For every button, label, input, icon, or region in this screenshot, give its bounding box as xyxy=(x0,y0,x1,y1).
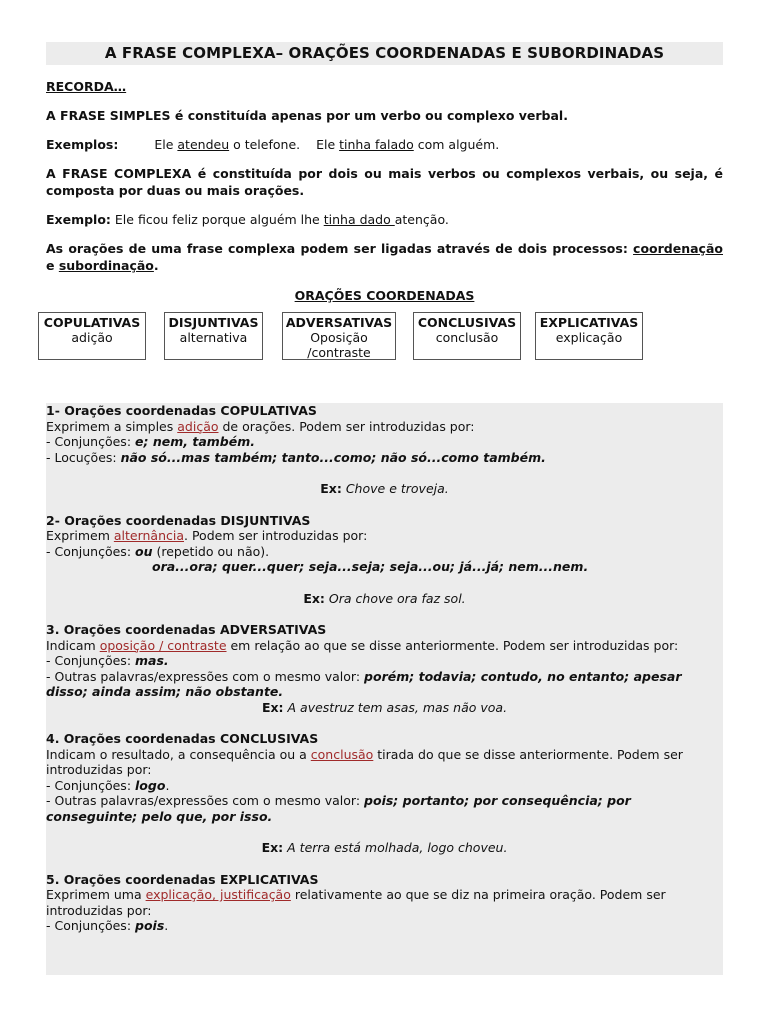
s2-example xyxy=(46,591,723,607)
box-sub: adição xyxy=(71,330,113,345)
s4-title: 4. Orações coordenadas CONCLUSIVAS xyxy=(46,731,319,746)
s3-ex-text: A avestruz tem asas, mas não voa. xyxy=(283,699,508,715)
s4-line1 xyxy=(46,747,723,778)
box-explicativas xyxy=(535,312,643,360)
box-copulativas xyxy=(38,312,146,360)
s1-line3 xyxy=(46,450,723,466)
s2-locutions: ora...ora; quer...quer; seja...seja; seja...ou; já...já; nem...nem. xyxy=(152,559,589,574)
s4-l2-text: - Conjunções: xyxy=(46,777,136,793)
s4-l2-rest: . xyxy=(165,777,170,793)
exemplo-label: Exemplo: xyxy=(46,212,111,227)
s4-l1-text: Indicam o resultado, a consequência ou a xyxy=(46,746,311,762)
example-1-text: Ele xyxy=(154,137,178,152)
s2-line2 xyxy=(46,544,723,560)
s1-l3-text: - Locuções: xyxy=(46,449,121,465)
s3-l1-text: Indicam xyxy=(46,637,100,653)
s2-l2-text: - Conjunções: xyxy=(46,543,136,559)
s4-keyword: conclusão xyxy=(310,746,374,762)
box-head: CONCLUSIVAS xyxy=(417,315,517,330)
s5-line2 xyxy=(46,918,723,934)
s1-line2 xyxy=(46,434,723,450)
s2-l1-rest: . Podem ser introduzidas por: xyxy=(184,528,368,543)
s1-ex-text: Chove e troveja. xyxy=(341,481,449,496)
coordinate-clauses-panel xyxy=(46,403,723,975)
box-head: EXPLICATIVAS xyxy=(539,315,639,330)
s1-l1-rest: de orações. Podem ser introduzidas por: xyxy=(218,418,475,434)
s4-line3 xyxy=(46,793,723,824)
coordinate-types-boxes xyxy=(43,312,723,368)
example-1-rest: o telefone. xyxy=(229,137,301,152)
s5-l1-rest: relativamente ao que se diz na primeira oração. Podem ser introduzidas por: xyxy=(46,887,666,918)
s5-l2-rest: . xyxy=(164,918,169,933)
s1-locutions: não só...mas também; tanto...como; não só...como também. xyxy=(120,449,546,465)
s3-title: 3. Orações coordenadas ADVERSATIVAS xyxy=(46,622,327,637)
processos-paragraph xyxy=(46,240,723,274)
s1-l2-text: - Conjunções: xyxy=(46,434,136,449)
example-2-verb: tinha falado xyxy=(339,137,414,152)
box-sub: conclusão xyxy=(435,330,499,345)
s3-l3-text: - Outras palavras/expressões com o mesmo valor: xyxy=(46,668,365,684)
box-sub: explicação xyxy=(555,330,623,345)
s4-conjunction: logo xyxy=(135,777,166,793)
coordenadas-heading: ORAÇÕES COORDENADAS xyxy=(294,288,475,303)
s5-l1-text: Exprimem uma xyxy=(46,887,146,902)
s1-conjunctions: e; nem, também. xyxy=(135,434,255,449)
s2-conjunction: ou xyxy=(135,543,153,559)
box-disjuntivas xyxy=(164,312,263,360)
s4-l1-rest: tirada do que se disse anteriormente. Podem ser introduzidas por: xyxy=(46,746,683,777)
box-head: COPULATIVAS xyxy=(43,315,141,330)
box-sub: Oposição xyxy=(310,330,368,345)
box-sub2: /contraste xyxy=(307,345,371,360)
s3-l2-text: - Conjunções: xyxy=(46,653,136,668)
s3-line2 xyxy=(46,653,723,669)
s4-ex-text: A terra está molhada, logo choveu. xyxy=(283,840,508,855)
s5-conjunction: pois xyxy=(135,918,165,933)
exemplos-label: Exemplos: xyxy=(46,137,119,152)
s2-ex-text: Ora chove ora faz sol. xyxy=(324,590,466,606)
recorda-heading: RECORDA… xyxy=(46,79,127,94)
box-adversativas xyxy=(282,312,396,360)
s3-expressions: porém; todavia; contudo, no entanto; apesar disso; ainda assim; não obstante. xyxy=(46,668,682,699)
s4-ex-label: Ex: xyxy=(261,840,284,855)
s5-l2-text: - Conjunções: xyxy=(46,918,136,933)
s2-keyword: alternância xyxy=(113,528,185,543)
s3-keyword: oposição / contraste xyxy=(99,637,227,653)
box-sub: alternativa xyxy=(179,330,248,345)
s2-line1 xyxy=(46,528,723,544)
frase-simples-definition: A FRASE SIMPLES é constituída apenas por um verbo ou complexo verbal. xyxy=(46,108,568,123)
s2-l1-text: Exprimem xyxy=(46,528,114,543)
box-conclusivas xyxy=(413,312,521,360)
s1-keyword: adição xyxy=(177,418,219,434)
s1-line1 xyxy=(46,419,723,435)
page-title: A FRASE COMPLEXA– ORAÇÕES COORDENADAS E SUBORDINADAS xyxy=(46,42,723,65)
exemplo-text: Ele ficou feliz porque alguém lhe xyxy=(110,212,324,227)
exemplo-rest: atenção. xyxy=(394,212,449,227)
s1-l1-text: Exprimem a simples xyxy=(46,418,178,434)
s4-example xyxy=(46,840,723,856)
frase-complexa-definition: A FRASE COMPLEXA é constituída por dois ou mais verbos ou complexos verbais, ou seja, é composta por duas ou mais orações. xyxy=(46,166,723,198)
box-head: DISJUNTIVAS xyxy=(168,315,259,330)
s2-title: 2- Orações coordenadas DISJUNTIVAS xyxy=(46,512,311,528)
exemplo-verb: tinha dado xyxy=(323,212,395,227)
exemplo-line xyxy=(46,211,723,228)
processos-period: . xyxy=(153,258,159,273)
s5-keyword: explicação, justificação xyxy=(145,887,291,902)
s4-l3-text: - Outras palavras/expressões com o mesmo valor: xyxy=(46,793,365,808)
subordinacao-term: subordinação xyxy=(58,258,154,273)
s1-title: 1- Orações coordenadas COPULATIVAS xyxy=(46,403,317,418)
s1-example xyxy=(46,481,723,497)
s2-line3 xyxy=(46,559,723,575)
example-2-rest: com alguém. xyxy=(413,137,500,152)
s4-line2 xyxy=(46,778,723,794)
s3-ex-label: Ex: xyxy=(261,699,284,715)
s3-line1 xyxy=(46,638,723,654)
document-page xyxy=(43,42,723,368)
s2-l2-rest: (repetido ou não). xyxy=(152,543,270,559)
s4-expressions: pois; portanto; por consequência; por conseguinte; pelo que, por isso. xyxy=(46,793,631,824)
coordenacao-term: coordenação xyxy=(633,241,723,256)
s2-ex-label: Ex: xyxy=(303,590,325,606)
s3-example xyxy=(46,700,723,716)
example-1-verb: atendeu xyxy=(177,137,230,152)
box-head: ADVERSATIVAS xyxy=(285,315,393,330)
exemplos-line xyxy=(46,136,723,153)
s3-conjunction: mas. xyxy=(135,653,169,668)
processos-text: As orações de uma frase complexa podem ser ligadas através de dois processos: xyxy=(46,241,634,256)
s5-line1 xyxy=(46,887,723,918)
s3-l1-rest: em relação ao que se disse anteriormente. Podem ser introduzidas por: xyxy=(226,637,679,653)
s3-line3 xyxy=(46,669,723,700)
processos-and: e xyxy=(46,258,59,273)
s1-ex-label: Ex: xyxy=(320,481,342,496)
example-2-text: Ele xyxy=(316,137,340,152)
s5-title: 5. Orações coordenadas EXPLICATIVAS xyxy=(46,871,319,887)
